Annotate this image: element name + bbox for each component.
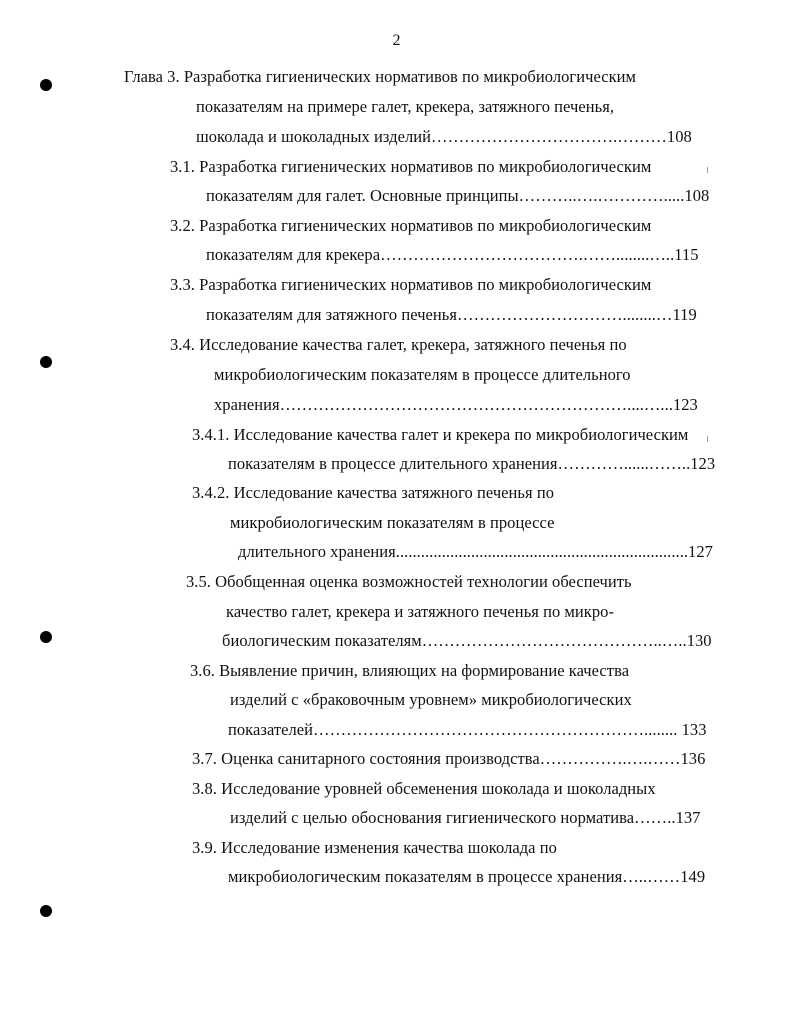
toc-chapter-heading-cont: шоколада и шоколадных изделий…………………………….………108 bbox=[196, 127, 692, 146]
toc-entry-3-4-cont: микробиологическим показателям в процессе длительного bbox=[214, 365, 631, 384]
scan-speck bbox=[707, 167, 708, 173]
toc-entry-3-4-2-cont: длительного хранения......................................................................127 bbox=[238, 542, 713, 561]
toc-entry-3-9: 3.9. Исследование изменения качества шоколада по bbox=[192, 838, 557, 857]
toc-entry-3-4-2-cont: микробиологическим показателям в процессе bbox=[230, 513, 555, 532]
binder-hole-marker-3 bbox=[40, 631, 52, 643]
toc-chapter-heading-cont: показателям на примере галет, крекера, затяжного печенья, bbox=[196, 97, 615, 116]
toc-entry-3-2-cont: показателям для крекера……………………………….……........…..115 bbox=[206, 245, 699, 264]
toc-entry-3-4-1-cont: показателям в процессе длительного хранения…………......……..123 bbox=[228, 454, 716, 473]
toc-entry-3-4-2: 3.4.2. Исследование качества затяжного печенья по bbox=[192, 483, 554, 502]
binder-hole-marker-1 bbox=[40, 79, 52, 91]
toc-entry-3-3: 3.3. Разработка гигиенических нормативов по микробиологическим bbox=[170, 275, 652, 294]
toc-entry-3-9-cont: микробиологическим показателям в процессе хранения…..……149 bbox=[228, 867, 706, 886]
toc-entry-3-6-cont: изделий с «браковочным уровнем» микробиологических bbox=[230, 690, 632, 709]
toc-entry-3-6: 3.6. Выявление причин, влияющих на формирование качества bbox=[190, 661, 630, 680]
binder-hole-marker-2 bbox=[40, 356, 52, 368]
binder-hole-marker-4 bbox=[40, 905, 52, 917]
toc-entry-3-1-cont: показателям для галет. Основные принципы………..….………….....108 bbox=[206, 186, 710, 205]
toc-entry-3-4: 3.4. Исследование качества галет, крекера, затяжного печенья по bbox=[170, 335, 627, 354]
toc-entry-3-1: 3.1. Разработка гигиенических нормативов по микробиологическим bbox=[170, 157, 652, 176]
toc-entry-3-4-1: 3.4.1. Исследование качества галет и крекера по микробиологическим bbox=[192, 425, 689, 444]
scan-speck bbox=[707, 436, 708, 442]
toc-entry-3-3-cont: показателям для затяжного печенья…………………………........…119 bbox=[206, 305, 697, 324]
toc-entry-3-8-cont: изделий с целью обоснования гигиенического норматива……..137 bbox=[230, 808, 701, 827]
toc-entry-3-5-cont: качество галет, крекера и затяжного печенья по микро- bbox=[226, 602, 615, 621]
toc-entry-3-6-cont: показателей……………………………………………………........ 133 bbox=[228, 720, 707, 739]
toc-entry-3-2: 3.2. Разработка гигиенических нормативов по микробиологическим bbox=[170, 216, 652, 235]
toc-entry-3-4-cont: хранения………………………………………………………....…...123 bbox=[214, 395, 698, 414]
toc-entry-3-8: 3.8. Исследование уровней обсеменения шоколада и шоколадных bbox=[192, 779, 656, 798]
toc-entry-3-7: 3.7. Оценка санитарного состояния производства…………….….……136 bbox=[192, 749, 706, 768]
toc-entry-3-5-cont: биологическим показателям……………………………………..…..130 bbox=[222, 631, 712, 650]
page-number: 2 bbox=[392, 32, 401, 49]
toc-entry-3-5: 3.5. Обобщенная оценка возможностей технологии обеспечить bbox=[186, 572, 632, 591]
toc-chapter-heading: Глава 3. Разработка гигиенических нормативов по микробиологическим bbox=[124, 67, 637, 86]
